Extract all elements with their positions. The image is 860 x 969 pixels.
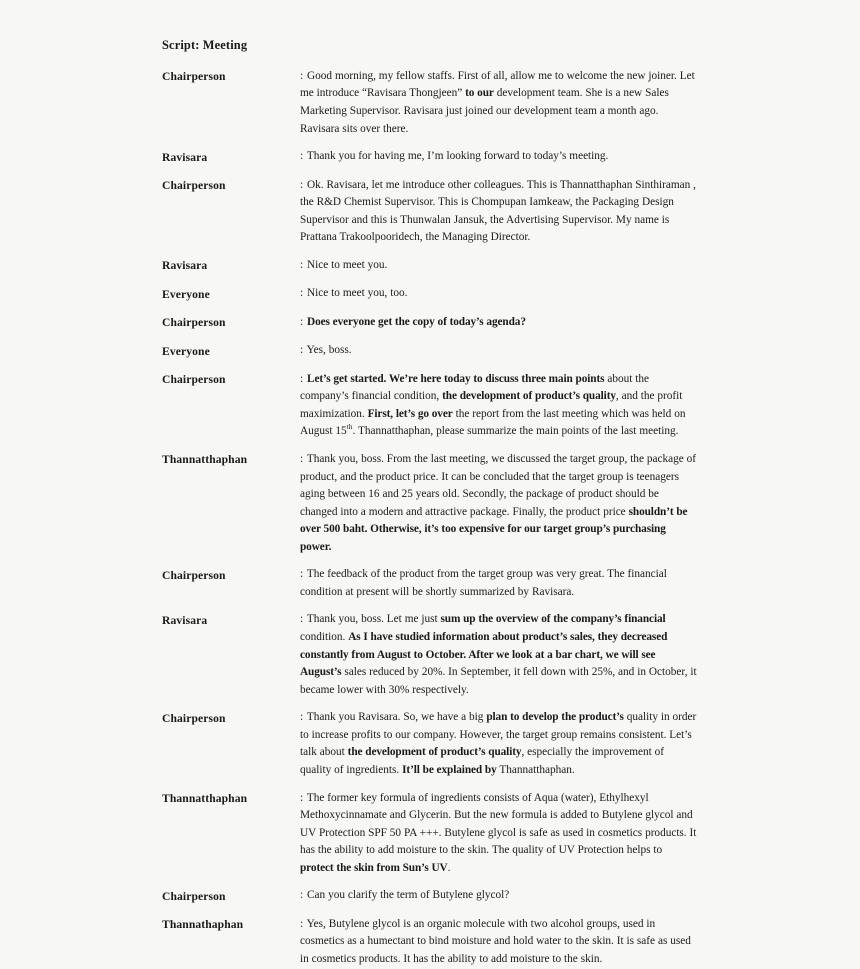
speaker-name: Chairperson [162, 179, 226, 193]
dialogue-colon: : [300, 568, 304, 581]
dialogue-colon: : [300, 791, 304, 804]
dialogue-colon: : [300, 613, 304, 626]
script-entry [162, 257, 697, 275]
emphasis-text: to our [465, 87, 494, 100]
speaker-name: Chairperson [162, 568, 226, 582]
body-text: Can you clarify the term of Butylene glycol? [307, 889, 510, 902]
body-text: Nice to meet you. [307, 258, 388, 271]
emphasis-text: As I have studied information about product’s sales, they decreased constantly from August to October. After we look at a bar chart, we will see August’s [300, 631, 668, 679]
speaker-name: Ravisara [162, 613, 208, 627]
dialogue-text [300, 790, 697, 878]
body-text: Thank you Ravisara. So, we have a big [306, 711, 487, 724]
dialogue-colon: : [300, 452, 304, 465]
dialogue-colon: : [300, 258, 304, 271]
body-text: Yes, boss. [306, 344, 352, 357]
dialogue-colon: : [300, 69, 304, 82]
body-text: development team. She is a new Sales Marketing Supervisor. Ravisara just joined our development team a month ago. Ravisara sits over there. [300, 87, 669, 135]
speaker-name: Ravisara [162, 150, 208, 164]
speaker-name: Chairperson [162, 711, 226, 725]
body-text: Thannatthaphan. [496, 763, 575, 776]
script-entry-list [162, 68, 697, 969]
emphasis-text: sum up the overview of the company’s financial [440, 613, 666, 626]
body-text: Good morning, my fellow staffs. First of all, allow me to welcome the new joiner. Let me introduce “Ravisara Thongjeen” [300, 69, 695, 100]
script-entry [162, 371, 697, 441]
body-text: . Thannatthaphan, please summarize the main points of the last meeting. [352, 425, 679, 438]
script-entry [162, 709, 697, 779]
body-text: Thank you, boss. From the last meeting, we discussed the target group, the package of product, and the product price. It can be concluded that the target group is teenagers aging between 16 and 25 years old. Secondly, the package of product should be changed into a modern and attractive package. Finally, the product price [300, 452, 696, 518]
dialogue-text [300, 148, 697, 166]
dialogue-colon: : [300, 711, 304, 724]
dialogue-text [300, 709, 697, 779]
dialogue-text [300, 342, 697, 360]
script-entry [162, 566, 697, 601]
ordinal-suffix: th [346, 422, 353, 432]
script-entry [162, 790, 697, 878]
dialogue-colon: : [300, 315, 304, 328]
body-text: Ok. Ravisara, let me introduce other colleagues. This is Thannatthaphan Sinthiraman , the R&D Chemist Supervisor. This is Chompupan Iamkeaw, the Packaging Design Supervisor and this is Thunwalan Jansuk, the Advertising Supervisor. My name is Prattana Trakoolpooridech, the Managing Director. [300, 178, 696, 244]
body-text: Thank you, boss. Let me just [306, 613, 441, 626]
body-text: Thank you for having me, I’m looking forward to today’s meeting. [306, 150, 609, 163]
emphasis-text: First, let’s go over [367, 407, 453, 420]
dialogue-text [300, 371, 697, 441]
dialogue-text [300, 916, 697, 969]
dialogue-colon: : [300, 917, 304, 930]
script-entry [162, 68, 697, 138]
dialogue-text [300, 451, 697, 556]
dialogue-text [300, 285, 697, 303]
script-entry [162, 177, 697, 247]
body-text: , especially the improvement of quality of ingredients. [300, 746, 664, 776]
speaker-name: Thannatthaphan [162, 453, 248, 467]
dialogue-text [300, 177, 697, 247]
body-text: sales reduced by 20%. In September, it fell down with 25%, and in October, it became lower with 30% respectively. [300, 666, 697, 696]
speaker-name: Chairperson [162, 70, 226, 84]
speaker-name: Everyone [162, 287, 210, 301]
speaker-name: Thannatthaphan [162, 792, 248, 806]
emphasis-text: protect the skin from Sun’s UV [300, 861, 448, 874]
page-title: Script: Meeting [162, 38, 248, 52]
emphasis-text: plan to develop the product’s [486, 711, 624, 724]
dialogue-text [300, 887, 697, 905]
emphasis-text: the development of product’s quality [442, 390, 616, 403]
emphasis-text: It’ll be explained by [402, 763, 497, 776]
body-text: , and the profit maximization. [300, 390, 683, 420]
body-text: Nice to meet you, too. [307, 287, 408, 300]
emphasis-text: Does everyone get the copy of today’s agenda? [307, 315, 526, 328]
emphasis-text: shouldn’t be over 500 baht. Otherwise, it’s too expensive for our target group’s purchasing power. [300, 505, 688, 553]
dialogue-colon: : [300, 178, 304, 191]
dialogue-colon: : [300, 372, 304, 385]
body-text: The former key formula of ingredients consists of Aqua (water), Ethylhexyl Methoxycinnamate and Glycerin. But the new formula is added to Butylene glycol and UV Protection SPF 50 PA +++. Butylene glycol is safe as used in cosmetics products. It has the ability to add moisture to the skin. The quality of UV Protection helps to [300, 791, 697, 857]
script-entry [162, 285, 697, 303]
dialogue-text [300, 611, 697, 699]
emphasis-text: the development of product’s quality [347, 746, 522, 759]
dialogue-colon: : [300, 150, 304, 163]
speaker-name: Chairperson [162, 889, 226, 903]
script-entry [162, 916, 697, 969]
speaker-name: Everyone [162, 344, 210, 358]
dialogue-text [300, 314, 697, 332]
script-entry [162, 611, 697, 699]
script-entry [162, 887, 697, 905]
body-text: condition. [300, 631, 349, 644]
script-entry [162, 451, 697, 556]
speaker-name: Thannathaphan [162, 918, 244, 932]
dialogue-colon: : [300, 287, 304, 300]
dialogue-colon: : [300, 344, 304, 357]
emphasis-text: Let’s get started. We’re here today to discuss three main points [307, 372, 605, 385]
script-entry [162, 314, 697, 332]
dialogue-text [300, 257, 697, 275]
body-text: about the company’s financial condition, [300, 372, 649, 403]
dialogue-text [300, 566, 697, 601]
body-text: the report from the last meeting which was held on August 15 [300, 407, 686, 438]
speaker-name: Chairperson [162, 316, 226, 330]
body-text: quality in order to increase profits to our company. However, the target group remains consistent. Let’s talk about [300, 711, 697, 759]
body-text: The feedback of the product from the target group was very great. The financial condition at present will be shortly summarized by Ravisara. [300, 568, 667, 598]
speaker-name: Ravisara [162, 259, 208, 273]
body-text: Yes, Butylene glycol is an organic molecule with two alcohol groups, used in cosmetics as a humectant to bind moisture and hold water to the skin. It is safe as used in cosmetics products. It has the ability to add moisture to the skin. [300, 917, 691, 965]
dialogue-colon: : [300, 889, 304, 902]
script-entry [162, 148, 697, 166]
dialogue-text [300, 68, 697, 138]
body-text: . [447, 861, 451, 874]
speaker-name: Chairperson [162, 373, 226, 387]
script-entry [162, 342, 697, 360]
